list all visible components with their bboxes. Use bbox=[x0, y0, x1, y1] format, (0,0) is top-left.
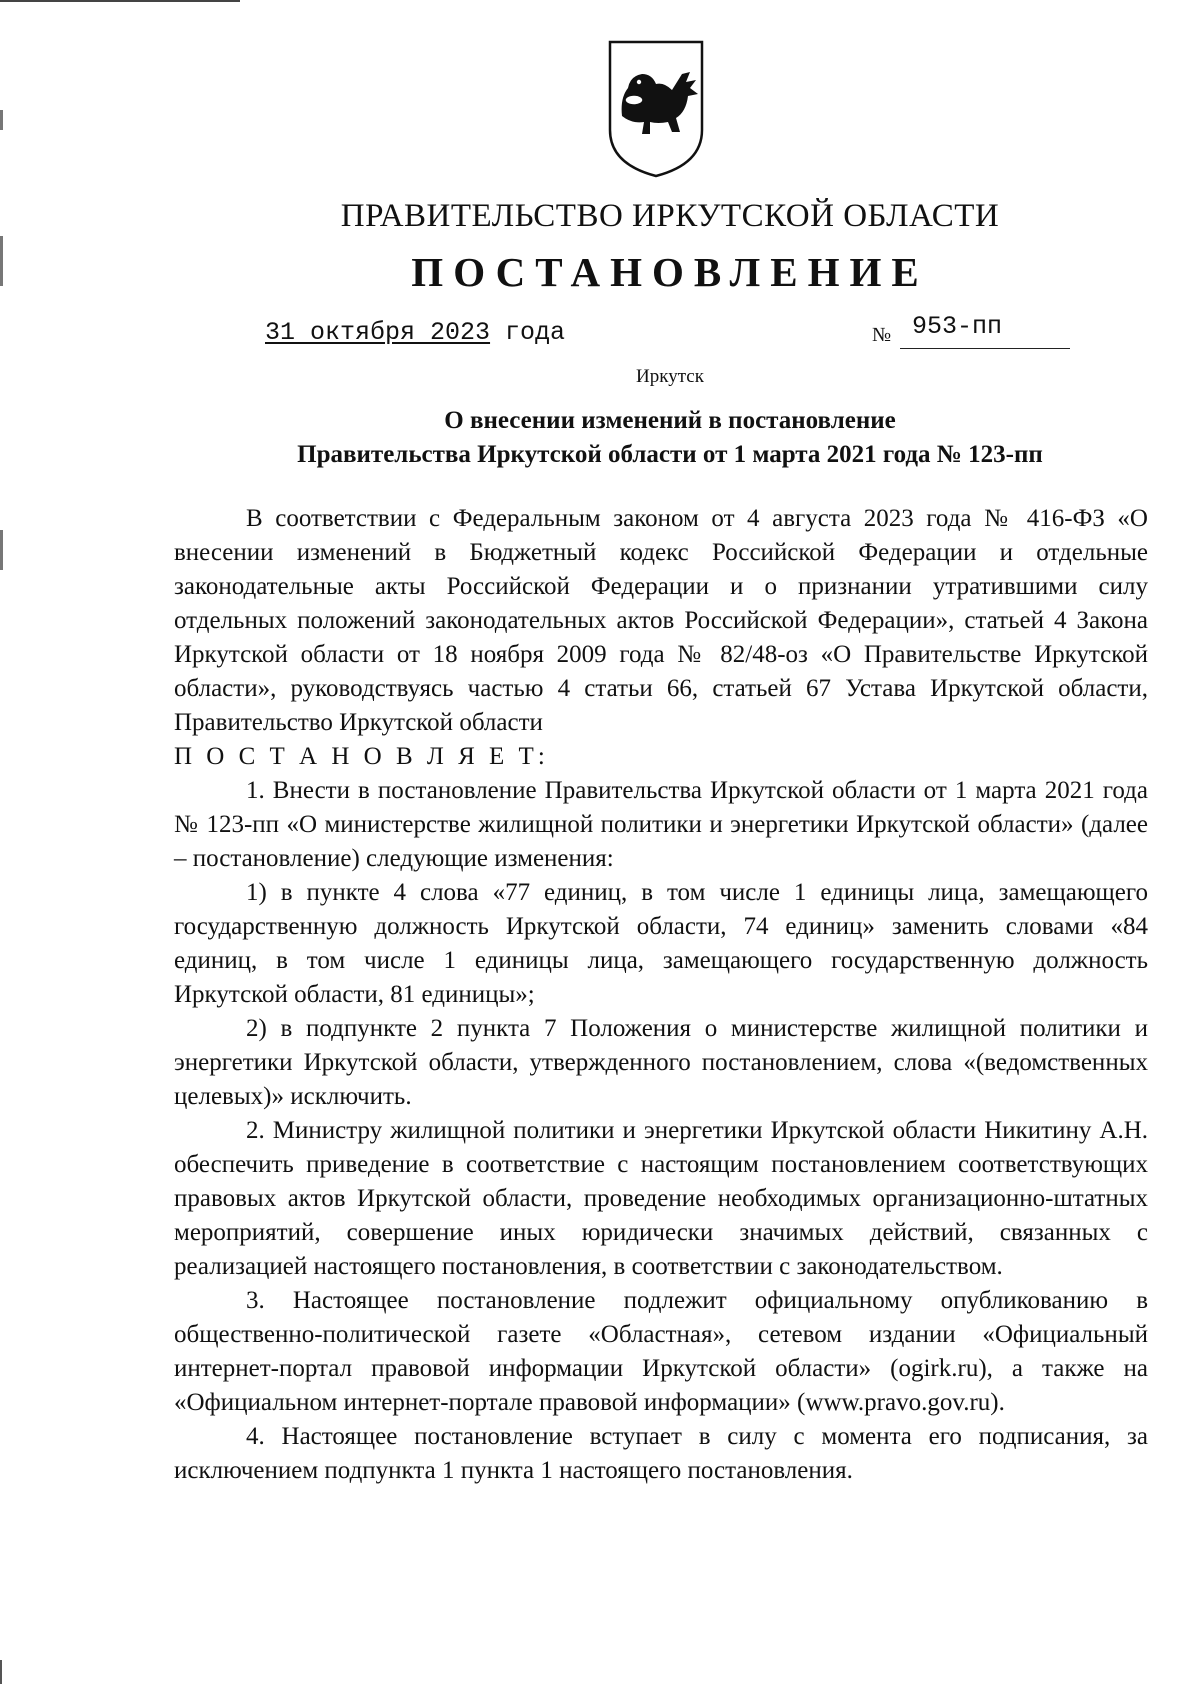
subject-line-1: О внесении изменений в постановление bbox=[444, 407, 896, 434]
document-subject bbox=[0, 404, 1200, 472]
item-1-subitem-1: 1) в пункте 4 слова «77 единиц, в том числе 1 единицы лица, замещающего государственную должность Иркутской области, 74 единиц» заменить словами «84 единиц, в том числе 1 единицы лица, замещающего государственную должность Иркутской области, 81 единицы»; bbox=[174, 879, 1148, 1008]
item-2: 2. Министру жилищной политики и энергетики Иркутской области Никитину А.Н. обеспечить приведение в соответствие с настоящим постановлением соответствующих правовых актов Иркутской области, проведение необходимых организационно-штатных мероприятий, совершение иных юридически значимых действий, связанных с реализацией настоящего постановления, в соответствии с законодательством. bbox=[174, 1117, 1148, 1280]
date-value: 31 октября 2023 bbox=[265, 318, 491, 347]
item-3: 3. Настоящее постановление подлежит официальному опубликованию в общественно-политической газете «Областная», сетевом издании «Официальный интернет-портал правовой информации Иркутской области» (ogirk.ru), а также на «Официальном интернет-портале правовой информации» (www.pravo.gov.ru). bbox=[174, 1287, 1148, 1416]
resolves-heading: П О С Т А Н О В Л Я Е Т: bbox=[174, 743, 549, 770]
scan-mark bbox=[0, 1660, 2, 1684]
subject-line-2: Правительства Иркутской области от 1 марта 2021 года № 123-пп bbox=[297, 441, 1043, 468]
document-number: 953-пп bbox=[912, 312, 1003, 341]
city-name: Иркутск bbox=[636, 366, 704, 387]
item-1-subitem-2: 2) в подпункте 2 пункта 7 Положения о министерстве жилищной политики и энергетики Иркутской области, утвержденного постановлением, слова «(ведомственных целевых)» исключить. bbox=[174, 1015, 1148, 1110]
document-date bbox=[265, 318, 565, 347]
number-sign: № bbox=[872, 324, 892, 346]
document-body bbox=[174, 502, 1148, 1488]
number-underline bbox=[900, 348, 1070, 349]
preamble-paragraph: В соответствии с Федеральным законом от 4 августа 2023 года № 416-ФЗ «О внесении изменений в Бюджетный кодекс Российской Федерации и отдельные законодательные акты Российской Федерации и о признании утратившими силу отдельных положений законодательных актов Российской Федерации», статьей 4 Закона Иркутской области от 18 ноября 2009 года № 82/48-оз «О Правительстве Иркутской области», руководствуясь частью 4 статьи 66, статьей 67 Устава Иркутской области, Правительство Иркутской области bbox=[174, 505, 1148, 736]
coat-of-arms-icon bbox=[606, 38, 706, 180]
government-title: ПРАВИТЕЛЬСТВО ИРКУТСКОЙ ОБЛАСТИ bbox=[340, 198, 1000, 234]
item-1: 1. Внести в постановление Правительства Иркутской области от 1 марта 2021 года № 123-пп «О министерстве жилищной политики и энергетики Иркутской области» (далее – постановление) следующие изменения: bbox=[174, 777, 1148, 872]
scan-border-top bbox=[0, 0, 240, 2]
scan-border-left bbox=[0, 110, 3, 130]
document-type: ПОСТАНОВЛЕНИЕ bbox=[411, 249, 929, 295]
scan-border-left bbox=[0, 530, 3, 570]
item-4: 4. Настоящее постановление вступает в силу с момента его подписания, за исключением подпункта 1 пункта 1 настоящего постановления. bbox=[174, 1423, 1148, 1484]
date-suffix: года bbox=[490, 318, 566, 347]
